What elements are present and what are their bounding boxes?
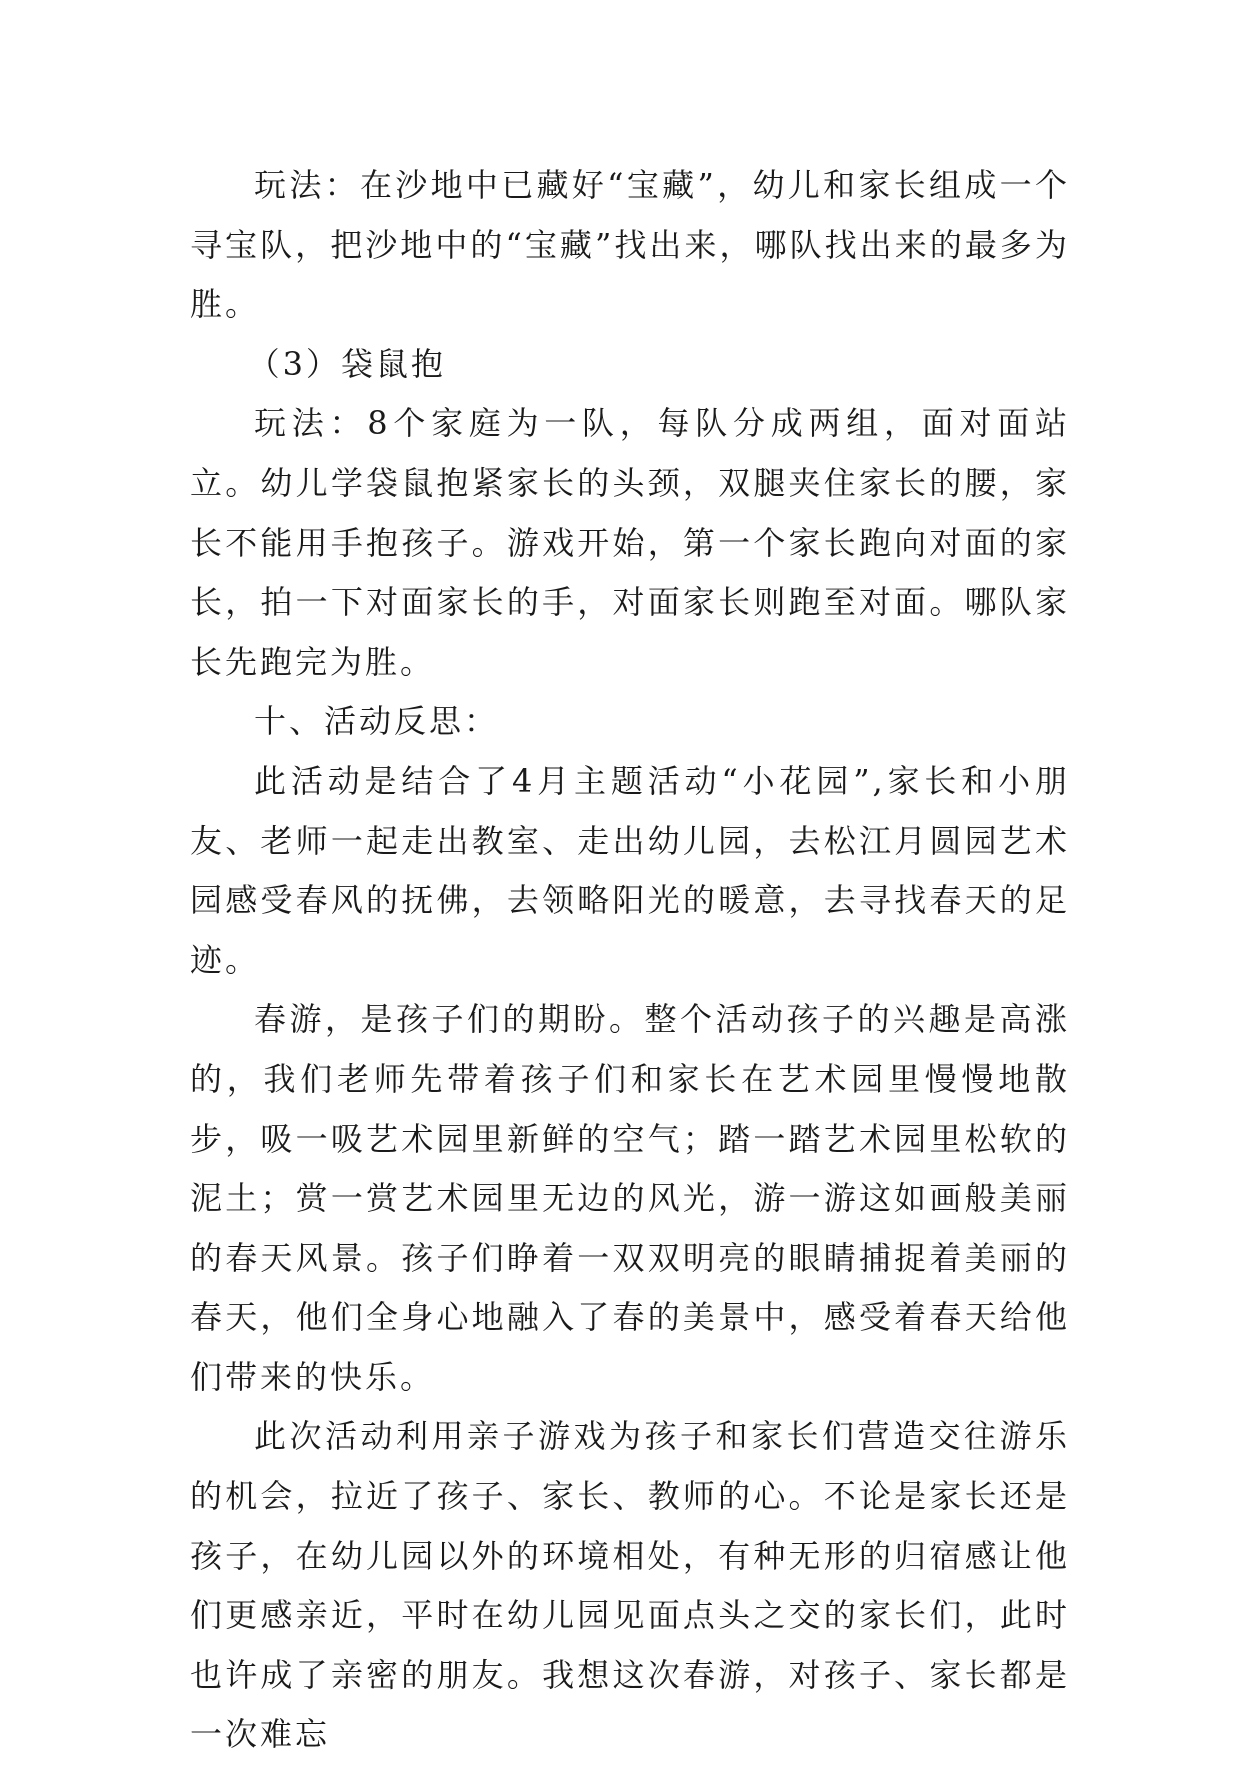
section-heading-reflection: 十、活动反思： xyxy=(254,702,500,741)
paragraph-kangaroo-hug-rules: 玩法：8个家庭为一队，每队分成两组，面对面站立。幼儿学袋鼠抱紧家长的头颈，双腿夹住家长的腰，家长不能用手抱孩子。游戏开始，第一个家长跑向对面的家长，拍一下对面家长的手，对面家长则跑至对面。哪队家长先跑完为胜。 xyxy=(190,404,1070,681)
paragraph-treasure-hunt-rules: 玩法：在沙地中已藏好“宝藏”，幼儿和家长组成一个寻宝队，把沙地中的“宝藏”找出来，哪队找出来的最多为胜。 xyxy=(190,166,1070,324)
paragraph-reflection-intro: 此活动是结合了4月主题活动“小花园”,家长和小朋友、老师一起走出教室、走出幼儿园，去松江月圆园艺术园感受春风的抚佛，去领略阳光的暖意，去寻找春天的足迹。 xyxy=(190,761,1070,979)
paragraph-kangaroo-hug-heading: （3）袋鼠抱 xyxy=(247,344,446,383)
document-body xyxy=(190,156,1070,1765)
paragraph-spring-outing: 春游，是孩子们的期盼。整个活动孩子的兴趣是高涨的，我们老师先带着孩子们和家长在艺术园里慢慢地散步，吸一吸艺术园里新鲜的空气；踏一踏艺术园里松软的泥土；赏一赏艺术园里无边的风光，游一游这如画般美丽的春天风景。孩子们睁着一双双明亮的眼睛捕捉着美丽的春天，他们全身心地融入了春的美景中，感受着春天给他们带来的快乐。 xyxy=(190,1000,1070,1396)
paragraph-parent-child-games: 此次活动利用亲子游戏为孩子和家长们营造交往游乐的机会，拉近了孩子、家长、教师的心。不论是家长还是孩子，在幼儿园以外的环境相处，有种无形的归宿感让他们更感亲近，平时在幼儿园见面点头之交的家长们，此时也许成了亲密的朋友。我想这次春游，对孩子、家长都是一次难忘 xyxy=(190,1417,1070,1754)
